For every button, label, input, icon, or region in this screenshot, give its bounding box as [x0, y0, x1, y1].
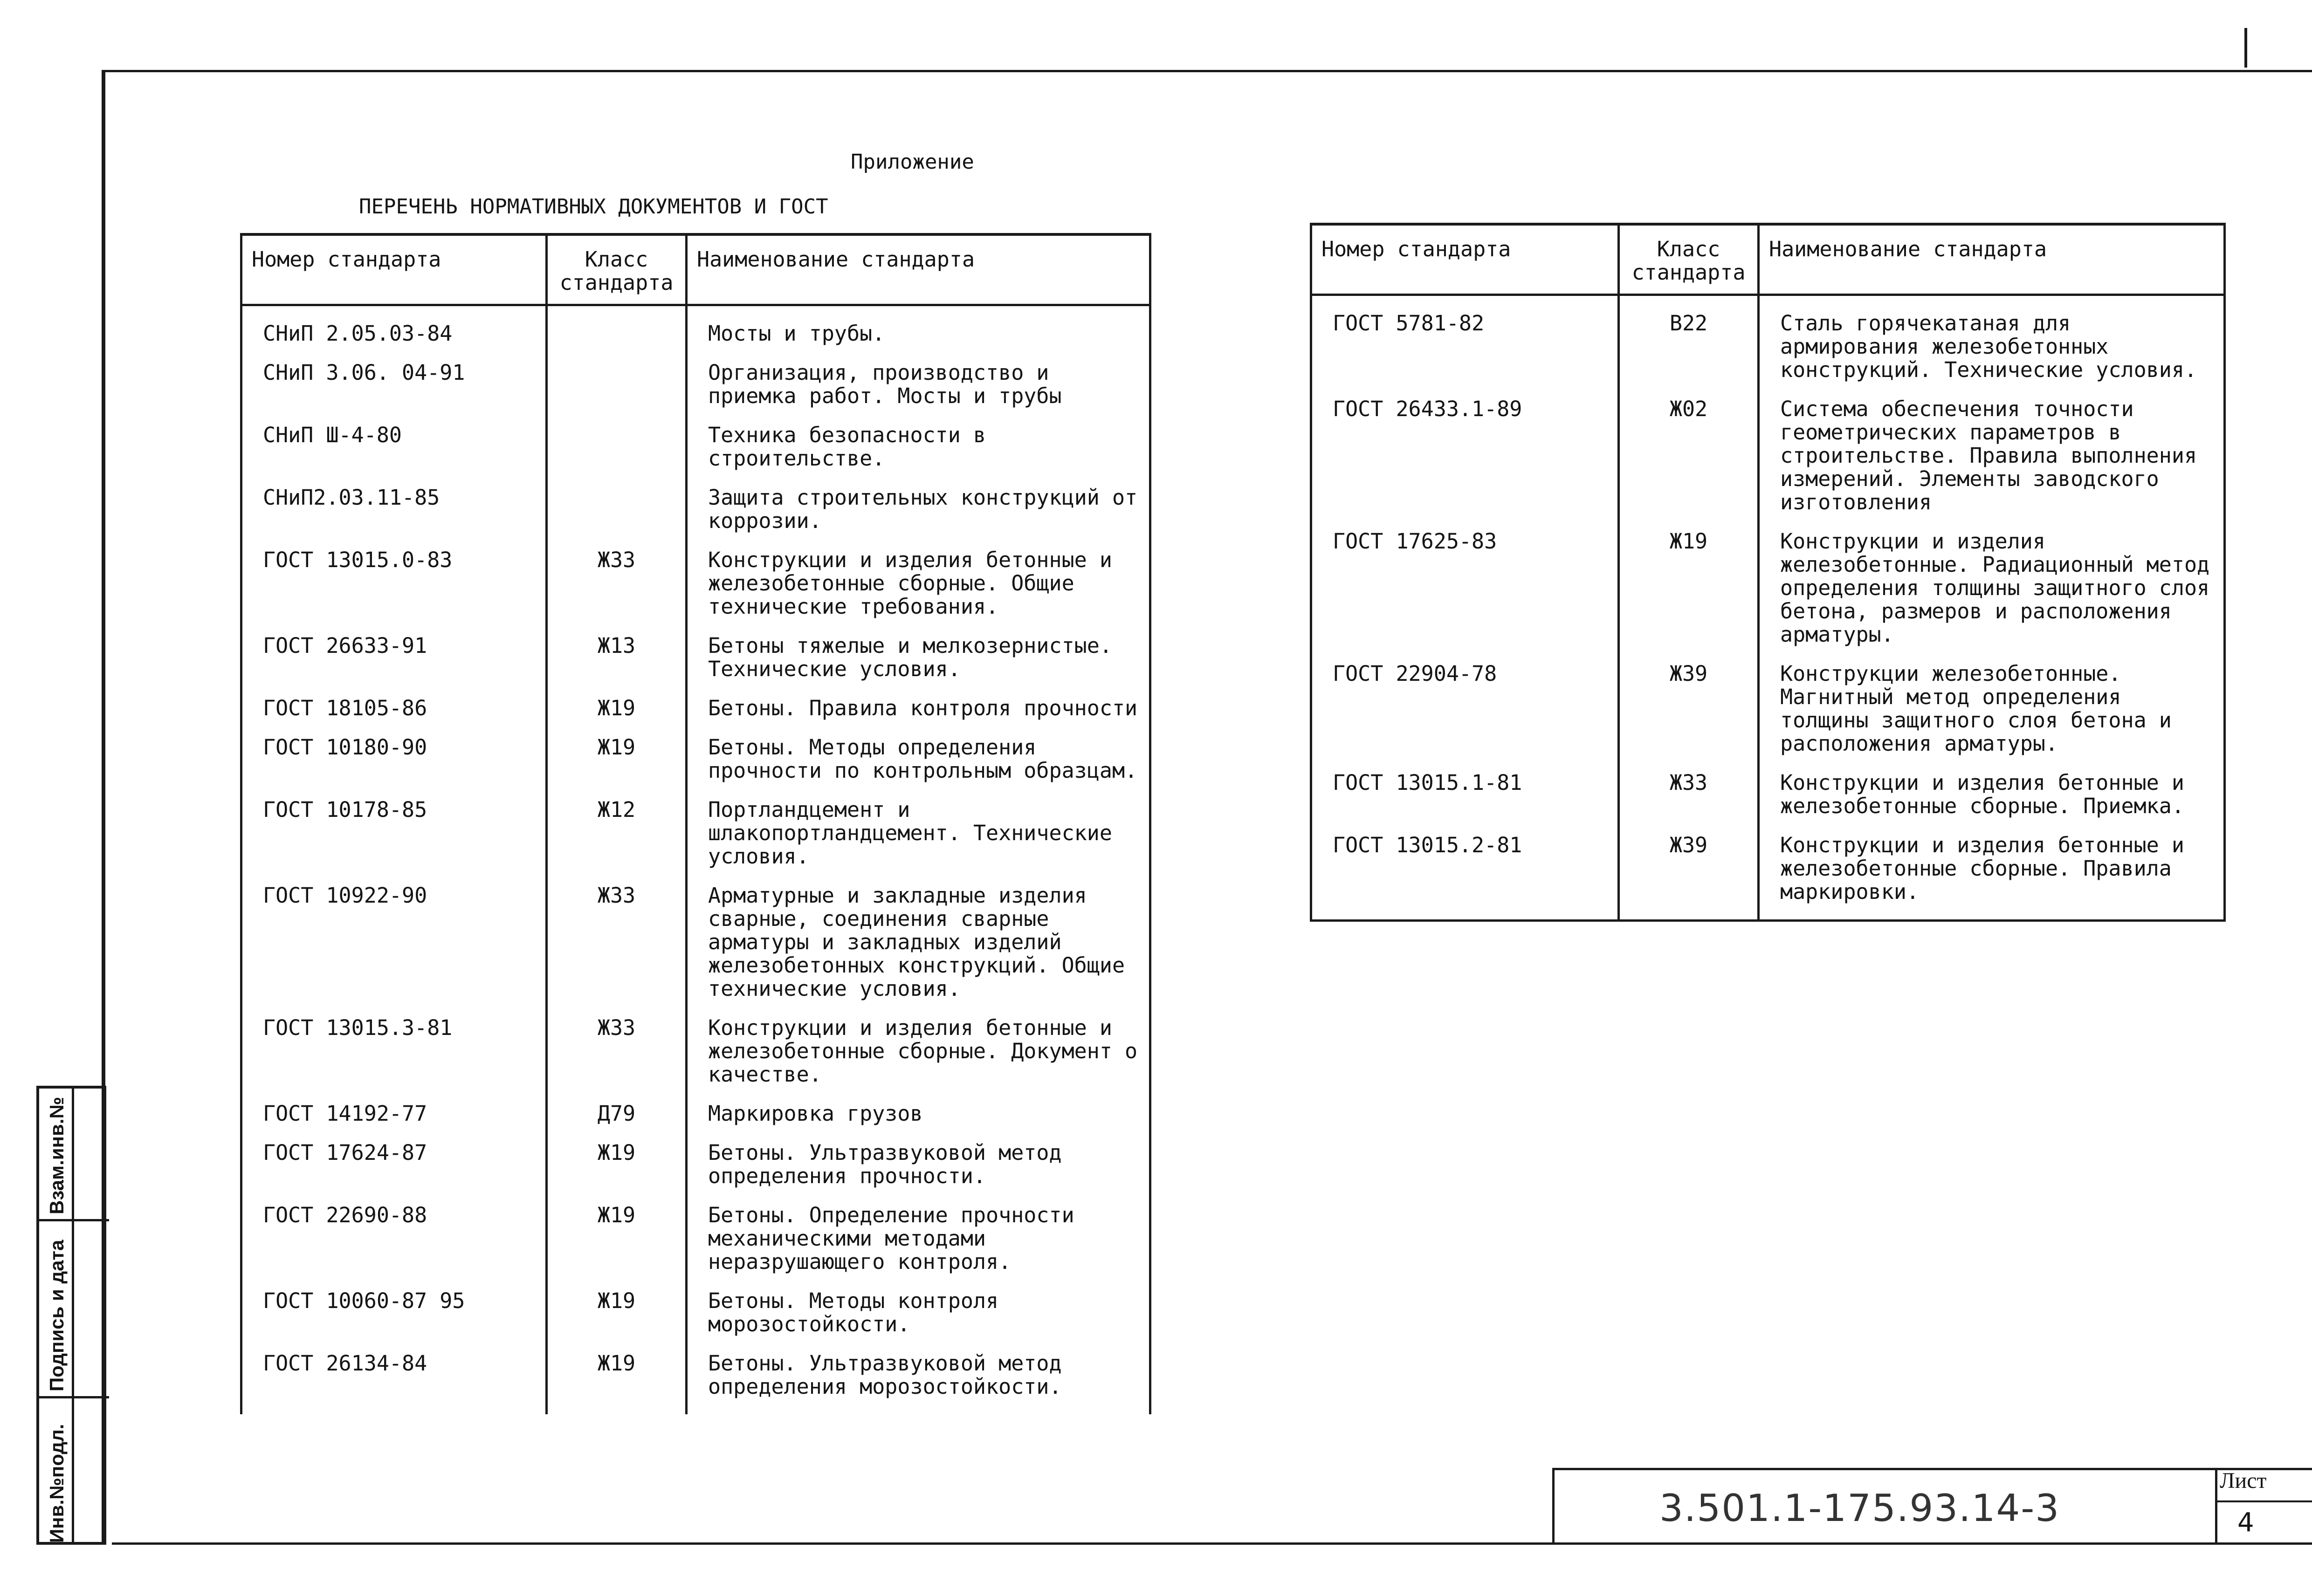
table-cell-spacer: [687, 1000, 1150, 1016]
table-cell-spacer: [1759, 818, 2225, 834]
table-cell-spacer: [241, 1188, 547, 1204]
standard-name-cell: Организация, производство и приемка работ. Мосты и трубы: [687, 361, 1150, 408]
standards-table-right: [1310, 223, 2226, 922]
table-row: [241, 1102, 1150, 1125]
table-row: [1311, 834, 2225, 904]
standard-class-cell: Ж19: [1619, 530, 1759, 646]
table-row: [241, 1141, 1150, 1188]
table-cell-spacer: [547, 305, 687, 322]
table-row-spacer: [241, 868, 1150, 884]
table-cell-spacer: [547, 408, 687, 424]
table-row: [1311, 771, 2225, 818]
table-cell-spacer: [241, 345, 547, 361]
standard-class-cell: Ж19: [547, 1289, 687, 1336]
table-row-spacer: [241, 470, 1150, 486]
table-cell-spacer: [1759, 646, 2225, 662]
stamp-label-original-inv: Инв.№подл.: [46, 1424, 68, 1543]
table-cell-spacer: [687, 1336, 1150, 1352]
table-cell-spacer: [547, 618, 687, 634]
table-cell-spacer: [241, 618, 547, 634]
table-row: [241, 548, 1150, 618]
header-standard-number: Номер стандарта: [241, 234, 547, 305]
corner-mark: [2244, 28, 2247, 68]
table-cell-spacer: [1619, 818, 1759, 834]
table-cell-spacer: [547, 1086, 687, 1102]
table-cell-spacer: [687, 305, 1150, 322]
table-cell-spacer: [241, 1398, 547, 1414]
table-row: [241, 634, 1150, 681]
table-cell-spacer: [1311, 646, 1619, 662]
standard-name-cell: Бетоны. Методы определения прочности по контрольным образцам.: [687, 736, 1150, 782]
standard-number-cell: ГОСТ 5781-82: [1311, 312, 1619, 382]
table-row-spacer: [241, 720, 1150, 736]
standard-name-cell: Арматурные и закладные изделия сварные, соединения сварные арматуры и закладных изделий железобетонных конструкций. Общие технические условия.: [687, 884, 1150, 1000]
table-row-spacer: [1311, 382, 2225, 397]
header-standard-name: Наименование стандарта: [1759, 224, 2225, 295]
header-standard-class: Класс стандарта: [547, 234, 687, 305]
table-cell-spacer: [547, 720, 687, 736]
standard-number-cell: ГОСТ 26633-91: [241, 634, 547, 681]
table-row: [241, 424, 1150, 470]
table-cell-spacer: [687, 868, 1150, 884]
table-cell-spacer: [1311, 382, 1619, 397]
standard-class-cell: [547, 424, 687, 470]
table-cell-spacer: [241, 1125, 547, 1141]
table-cell-spacer: [547, 1000, 687, 1016]
table-cell-spacer: [1619, 295, 1759, 312]
table-row-spacer: [241, 1086, 1150, 1102]
standard-name-cell: Защита строительных конструкций от коррозии.: [687, 486, 1150, 533]
table-row-spacer: [241, 305, 1150, 322]
table-cell-spacer: [687, 345, 1150, 361]
standard-number-cell: ГОСТ 10922-90: [241, 884, 547, 1000]
appendix-label: Приложение: [851, 150, 974, 174]
standard-class-cell: Ж33: [1619, 771, 1759, 818]
standard-number-cell: ГОСТ 26134-84: [241, 1352, 547, 1398]
standard-name-cell: Портландцемент и шлакопортландцемент. Технические условия.: [687, 798, 1150, 868]
table-cell-spacer: [547, 1125, 687, 1141]
standard-name-cell: Бетоны. Ультразвуковой метод определения морозостойкости.: [687, 1352, 1150, 1398]
table-cell-spacer: [547, 868, 687, 884]
table-cell-spacer: [241, 1336, 547, 1352]
standard-number-cell: СНиП 2.05.03-84: [241, 322, 547, 345]
standard-class-cell: [547, 486, 687, 533]
table-cell-spacer: [241, 533, 547, 548]
table-cell-spacer: [1311, 904, 1619, 921]
stamp-label-replacement-inv: Взам.инв.№: [46, 1096, 68, 1214]
table-cell-spacer: [687, 1398, 1150, 1414]
standard-number-cell: ГОСТ 17625-83: [1311, 530, 1619, 646]
table-row-spacer: [241, 681, 1150, 697]
table-row: [241, 1204, 1150, 1274]
table-row-spacer: [241, 1274, 1150, 1289]
standard-class-cell: Ж19: [547, 1204, 687, 1274]
standard-number-cell: СНиП2.03.11-85: [241, 486, 547, 533]
title-block-divider: [2215, 1468, 2217, 1545]
standard-class-cell: Ж33: [547, 884, 687, 1000]
standard-class-cell: Ж19: [547, 736, 687, 782]
table-cell-spacer: [241, 305, 547, 322]
table-row-spacer: [241, 1000, 1150, 1016]
table-cell-spacer: [547, 782, 687, 798]
table-cell-spacer: [1759, 295, 2225, 312]
table-cell-spacer: [547, 681, 687, 697]
table-cell-spacer: [687, 408, 1150, 424]
standard-number-cell: СНиП 3.06. 04-91: [241, 361, 547, 408]
standard-name-cell: Техника безопасности в строительстве.: [687, 424, 1150, 470]
standard-name-cell: Конструкции и изделия железобетонные. Радиационный метод определения толщины защитного слоя бетона, размеров и расположения арматуры.: [1759, 530, 2225, 646]
standard-class-cell: Ж19: [547, 697, 687, 720]
standard-name-cell: Система обеспечения точности геометрических параметров в строительстве. Правила выполнения измерений. Элементы заводского изготовления: [1759, 397, 2225, 514]
table-cell-spacer: [241, 868, 547, 884]
table-row: [1311, 662, 2225, 755]
standard-class-cell: Ж13: [547, 634, 687, 681]
standard-name-cell: Бетоны. Методы контроля морозостойкости.: [687, 1289, 1150, 1336]
table-cell-spacer: [547, 1274, 687, 1289]
standard-class-cell: Ж19: [547, 1141, 687, 1188]
table-row-spacer: [241, 345, 1150, 361]
side-stamp: [36, 1086, 106, 1545]
table-row-spacer: [1311, 295, 2225, 312]
table-row: [241, 736, 1150, 782]
table-row: [241, 1289, 1150, 1336]
table-cell-spacer: [687, 681, 1150, 697]
standard-number-cell: ГОСТ 17624-87: [241, 1141, 547, 1188]
table-row: [241, 322, 1150, 345]
table-row-spacer: [1311, 755, 2225, 771]
table-cell-spacer: [241, 720, 547, 736]
table-cell-spacer: [1311, 818, 1619, 834]
standard-number-cell: ГОСТ 22904-78: [1311, 662, 1619, 755]
standard-class-cell: В22: [1619, 312, 1759, 382]
standard-class-cell: Ж33: [547, 548, 687, 618]
table-row: [1311, 397, 2225, 514]
title-block-sheet-line: [2217, 1500, 2312, 1502]
table-row: [1311, 530, 2225, 646]
standard-name-cell: Сталь горячекатаная для армирования железобетонных конструкций. Технические условия.: [1759, 312, 2225, 382]
table-row-spacer: [241, 533, 1150, 548]
standard-name-cell: Конструкции железобетонные. Магнитный метод определения толщины защитного слоя бетона и расположения арматуры.: [1759, 662, 2225, 755]
table-row: [241, 1352, 1150, 1398]
header-standard-name: Наименование стандарта: [687, 234, 1150, 305]
sheet-label: Лист: [2220, 1468, 2267, 1493]
table-cell-spacer: [241, 782, 547, 798]
table-cell-spacer: [1311, 755, 1619, 771]
table-row: [1311, 312, 2225, 382]
table-cell-spacer: [687, 1086, 1150, 1102]
standard-number-cell: ГОСТ 13015.2-81: [1311, 834, 1619, 904]
table-cell-spacer: [241, 681, 547, 697]
table-cell-spacer: [687, 618, 1150, 634]
standards-table-left: [240, 233, 1151, 1414]
table-row-spacer: [241, 1125, 1150, 1141]
table-cell-spacer: [1619, 904, 1759, 921]
stamp-separator: [39, 1396, 109, 1398]
table-row: [241, 697, 1150, 720]
standard-name-cell: Конструкции и изделия бетонные и железобетонные сборные. Приемка.: [1759, 771, 2225, 818]
table-row: [241, 884, 1150, 1000]
table-cell-spacer: [241, 408, 547, 424]
standard-number-cell: ГОСТ 22690-88: [241, 1204, 547, 1274]
standard-class-cell: Ж33: [547, 1016, 687, 1086]
table-body-right: [1311, 295, 2225, 921]
standard-name-cell: Бетоны. Правила контроля прочности: [687, 697, 1150, 720]
header-standard-number: Номер стандарта: [1311, 224, 1619, 295]
table-cell-spacer: [241, 1000, 547, 1016]
table-row-spacer: [241, 1188, 1150, 1204]
table-cell-spacer: [1759, 514, 2225, 530]
table-cell-spacer: [241, 470, 547, 486]
standard-name-cell: Бетоны тяжелые и мелкозернистые. Технические условия.: [687, 634, 1150, 681]
table-cell-spacer: [241, 1274, 547, 1289]
table-row-spacer: [241, 1398, 1150, 1414]
standard-class-cell: Ж19: [547, 1352, 687, 1398]
table-row-spacer: [241, 408, 1150, 424]
frame-top-line: [102, 70, 2312, 72]
table-cell-spacer: [687, 782, 1150, 798]
standard-number-cell: ГОСТ 13015.1-81: [1311, 771, 1619, 818]
table-header-row: [241, 234, 1150, 305]
table-body-left: [241, 305, 1150, 1415]
table-row-spacer: [1311, 904, 2225, 921]
table-cell-spacer: [1759, 904, 2225, 921]
table-cell-spacer: [1759, 755, 2225, 771]
table-cell-spacer: [687, 533, 1150, 548]
standard-name-cell: Бетоны. Ультразвуковой метод определения прочности.: [687, 1141, 1150, 1188]
standard-name-cell: Бетоны. Определение прочности механическими методами неразрушающего контроля.: [687, 1204, 1150, 1274]
standard-class-cell: Ж39: [1619, 662, 1759, 755]
standard-number-cell: ГОСТ 18105-86: [241, 697, 547, 720]
table-cell-spacer: [1619, 514, 1759, 530]
table-cell-spacer: [1311, 295, 1619, 312]
table-cell-spacer: [1619, 755, 1759, 771]
standard-number-cell: СНиП Ш-4-80: [241, 424, 547, 470]
document-code: 3.501.1-175.93.14-3: [1659, 1486, 2060, 1530]
standard-class-cell: Д79: [547, 1102, 687, 1125]
standard-number-cell: ГОСТ 10180-90: [241, 736, 547, 782]
table-cell-spacer: [547, 1188, 687, 1204]
standard-name-cell: Маркировка грузов: [687, 1102, 1150, 1125]
standard-class-cell: [547, 361, 687, 408]
table-cell-spacer: [547, 345, 687, 361]
standard-class-cell: [547, 322, 687, 345]
table-row: [241, 361, 1150, 408]
table-row-spacer: [1311, 514, 2225, 530]
standard-name-cell: Конструкции и изделия бетонные и железобетонные сборные. Документ о качестве.: [687, 1016, 1150, 1086]
table-row-spacer: [1311, 818, 2225, 834]
table-row: [241, 486, 1150, 533]
table-cell-spacer: [1619, 646, 1759, 662]
standard-number-cell: ГОСТ 14192-77: [241, 1102, 547, 1125]
table-header-row: [1311, 224, 2225, 295]
standard-class-cell: Ж39: [1619, 834, 1759, 904]
table-cell-spacer: [1311, 514, 1619, 530]
table-cell-spacer: [687, 470, 1150, 486]
table-row-spacer: [241, 618, 1150, 634]
stamp-label-signature-date: Подпись и дата: [46, 1240, 68, 1391]
stamp-separator: [39, 1219, 109, 1221]
standard-number-cell: ГОСТ 26433.1-89: [1311, 397, 1619, 514]
standard-name-cell: Мосты и трубы.: [687, 322, 1150, 345]
standard-number-cell: ГОСТ 13015.0-83: [241, 548, 547, 618]
table-cell-spacer: [1759, 382, 2225, 397]
table-cell-spacer: [1619, 382, 1759, 397]
table-cell-spacer: [687, 720, 1150, 736]
standard-number-cell: ГОСТ 10060-87 95: [241, 1289, 547, 1336]
header-standard-class: Класс стандарта: [1619, 224, 1759, 295]
standard-class-cell: Ж02: [1619, 397, 1759, 514]
table-cell-spacer: [241, 1086, 547, 1102]
table-cell-spacer: [547, 1336, 687, 1352]
standard-class-cell: Ж12: [547, 798, 687, 868]
table-row-spacer: [1311, 646, 2225, 662]
table-row: [241, 1016, 1150, 1086]
standard-name-cell: Конструкции и изделия бетонные и железобетонные сборные. Общие технические требования.: [687, 548, 1150, 618]
table-cell-spacer: [687, 1188, 1150, 1204]
table-cell-spacer: [547, 1398, 687, 1414]
document-heading: ПЕРЕЧЕНЬ НОРМАТИВНЫХ ДОКУМЕНТОВ И ГОСТ: [359, 195, 828, 219]
standard-number-cell: ГОСТ 13015.3-81: [241, 1016, 547, 1086]
sheet-number: 4: [2237, 1507, 2254, 1538]
table-row: [241, 798, 1150, 868]
table-cell-spacer: [687, 1125, 1150, 1141]
table-row-spacer: [241, 1336, 1150, 1352]
standard-number-cell: ГОСТ 10178-85: [241, 798, 547, 868]
table-row-spacer: [241, 782, 1150, 798]
table-cell-spacer: [687, 1274, 1150, 1289]
standard-name-cell: Конструкции и изделия бетонные и железобетонные сборные. Правила маркировки.: [1759, 834, 2225, 904]
table-cell-spacer: [547, 470, 687, 486]
table-cell-spacer: [547, 533, 687, 548]
